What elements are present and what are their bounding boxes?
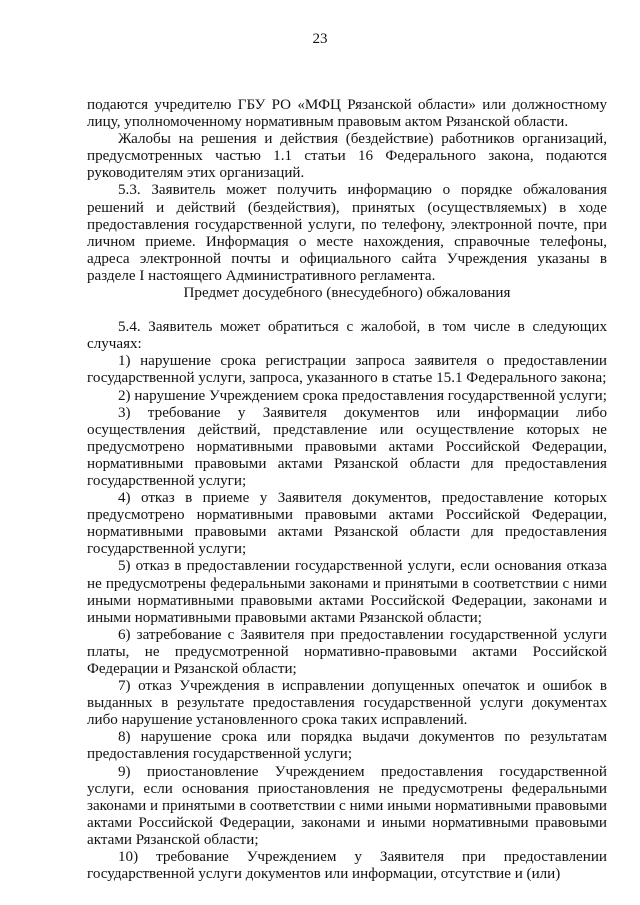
- page-number: 23: [312, 31, 328, 47]
- paragraph-5-3: 5.3. Заявитель может получить информацию о порядке обжалования решений и действий (бездействия), принятых (осуществляемых) в ходе предоставления государственной услуги, по телефону, электронной почте, при личном приеме. Информация о месте нахождения, справочные телефоны, адреса электронной почты и официального сайта Учреждения указаны в разделе I настоящего Административного регламента.: [87, 182, 607, 284]
- section-heading: Предмет досудебного (внесудебного) обжалования: [183, 285, 511, 302]
- list-item-1: 1) нарушение срока регистрации запроса заявителя о предоставлении государственной услуги, запроса, указанного в статье 15.1 Федерального закона;: [87, 353, 607, 387]
- paragraph-5-4-intro: 5.4. Заявитель может обратиться с жалобой, в том числе в следующих случаях:: [87, 319, 607, 353]
- list-item-9: 9) приостановление Учреждением предоставления государственной услуги, если основания приостановления не предусмотрены федеральными законами и принятыми в соответствии с ними иными нормативными правовыми актами Российской Федерации, законами и иными нормативными правовыми актами Рязанской области;: [87, 763, 607, 848]
- list-item-4: 4) отказ в приеме у Заявителя документов, предоставление которых предусмотрено нормативными правовыми актами Российской Федерации, нормативными правовыми актами Рязанской области для предоставления государственной услуги;: [87, 490, 607, 558]
- list-item-5: 5) отказ в предоставлении государственной услуги, если основания отказа не предусмотрены федеральными законами и принятыми в соответствии с ними иными нормативными правовыми актами Российской Федерации, законами и иными нормативными правовыми актами Рязанской области;: [87, 558, 607, 626]
- list-item-2: 2) нарушение Учреждением срока предоставления государственной услуги;: [118, 387, 607, 404]
- list-item-8: 8) нарушение срока или порядка выдачи документов по результатам предоставления государственной услуги;: [87, 729, 607, 763]
- list-item-10: 10) требование Учреждением у Заявителя при предоставлении государственной услуги документов или информации, отсутствие и (или): [87, 849, 607, 883]
- document-body: [87, 97, 607, 883]
- list-item-3: 3) требование у Заявителя документов или информации либо осуществления действий, представление или осуществление которых не предусмотрено нормативными правовыми актами Российской Федерации, нормативными правовыми актами Рязанской области для предоставления государственной услуги;: [87, 404, 607, 489]
- list-item-7: 7) отказ Учреждения в исправлении допущенных опечаток и ошибок в выданных в результате предоставления государственной услуги документах либо нарушение установленного срока таких исправлений.: [87, 678, 607, 729]
- list-item-6: 6) затребование с Заявителя при предоставлении государственной услуги платы, не предусмотренной нормативно-правовыми актами Российской Федерации и Рязанской области;: [87, 626, 607, 677]
- paragraph-continuation: подаются учредителю ГБУ РО «МФЦ Рязанской области» или должностному лицу, уполномоченному нормативным правовым актом Рязанской области.: [87, 97, 607, 131]
- paragraph-complaints-organizations: Жалобы на решения и действия (бездействие) работников организаций, предусмотренных частью 1.1 статьи 16 Федерального закона, подаются руководителям этих организаций.: [87, 131, 607, 182]
